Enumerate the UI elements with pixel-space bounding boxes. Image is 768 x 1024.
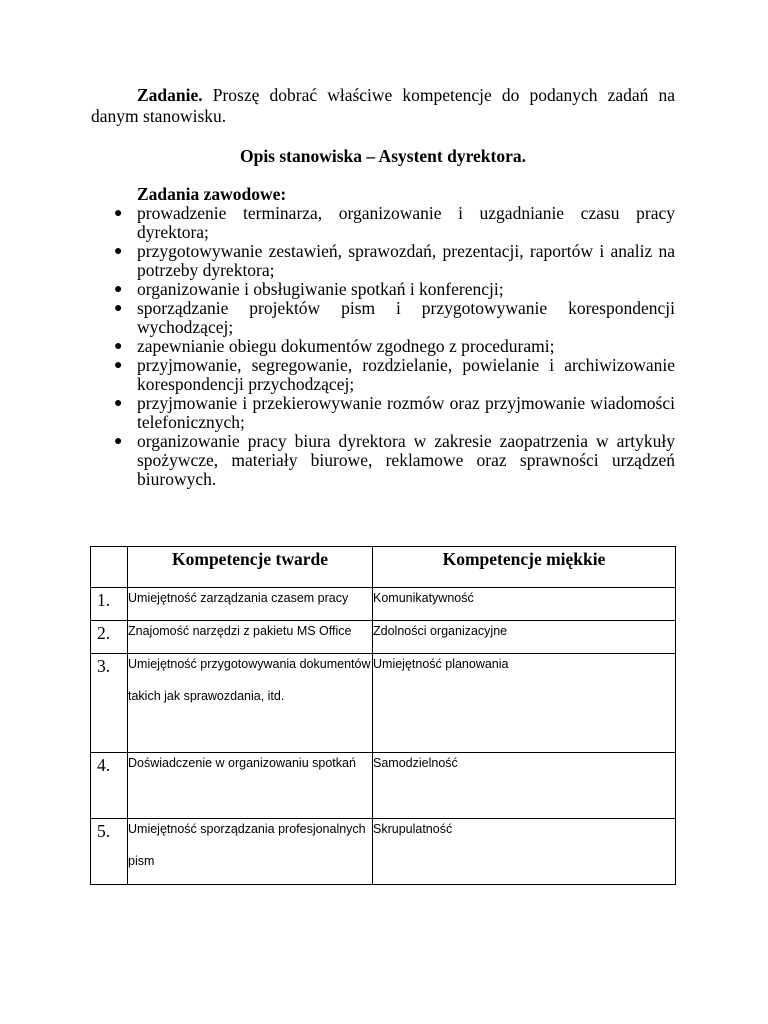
task-label: Zadanie. xyxy=(137,85,203,105)
position-heading: Opis stanowiska – Asystent dyrektora. xyxy=(239,146,527,166)
list-item xyxy=(114,203,675,242)
tasks-title: Zadania zawodowe: xyxy=(137,184,287,204)
hard-skill-text: Doświadczenie w organizowaniu spotkań xyxy=(128,756,356,770)
task-text: przygotowywanie zestawień, sprawozdań, prezentacji, raportów i analiz na potrzeby dyrektora; xyxy=(137,241,675,280)
task-text: prowadzenie terminarza, organizowanie i uzgadnianie czasu pracy dyrektora; xyxy=(137,203,675,242)
list-item xyxy=(114,355,675,394)
header-hard-skills: Kompetencje twarde xyxy=(128,547,373,588)
soft-skill-text: Skrupulatność xyxy=(373,822,453,836)
row-number: 1. xyxy=(91,588,128,621)
task-text: przyjmowanie, segregowanie, rozdzielanie, powielanie i archiwizowanie korespondencji przychodzącej; xyxy=(137,355,675,394)
bullet-icon: ● xyxy=(114,282,123,297)
row-number: 2. xyxy=(91,621,128,654)
row-number: 5. xyxy=(91,819,128,885)
bullet-icon: ● xyxy=(114,434,123,449)
table-row xyxy=(91,654,676,753)
hard-skill-cell xyxy=(128,753,373,819)
task-text: przyjmowanie i przekierowywanie rozmów oraz przyjmowanie wiadomości telefonicznych; xyxy=(137,393,675,432)
tasks-list xyxy=(114,203,675,489)
task-text: Proszę dobrać właściwe kompetencje do podanych zadań na danym stanowisku. xyxy=(91,85,675,126)
task-text: sporządzanie projektów pism i przygotowywanie korespondencji wychodzącej; xyxy=(137,298,675,337)
task-instruction xyxy=(91,85,675,127)
hard-skill-text: Umiejętność sporządzania profesjonalnych pism xyxy=(128,822,366,868)
table-row xyxy=(91,753,676,819)
bullet-icon: ● xyxy=(114,301,123,316)
bullet-icon: ● xyxy=(114,396,123,411)
hard-skill-text: Umiejętność przygotowywania dokumentów takich jak sprawozdania, itd. xyxy=(128,657,371,703)
competencies-table xyxy=(90,546,676,885)
list-item xyxy=(114,393,675,432)
list-item xyxy=(114,431,675,489)
soft-skill-cell xyxy=(373,819,676,885)
bullet-icon: ● xyxy=(114,206,123,221)
hard-skill-cell xyxy=(128,654,373,753)
hard-skill-cell xyxy=(128,819,373,885)
task-text: organizowanie pracy biura dyrektora w zakresie zaopatrzenia w artykuły spożywcze, materiały biurowe, reklamowe oraz sprawności urządzeń biurowych. xyxy=(137,431,675,489)
row-number: 4. xyxy=(91,753,128,819)
hard-skill-text: Znajomość narzędzi z pakietu MS Office xyxy=(128,624,352,638)
list-item xyxy=(114,298,675,337)
hard-skill-text: Umiejętność zarządzania czasem pracy xyxy=(128,591,349,605)
list-item xyxy=(114,279,675,299)
header-empty-cell xyxy=(91,547,128,588)
header-soft-skills: Kompetencje miękkie xyxy=(373,547,676,588)
soft-skill-text: Zdolności organizacyjne xyxy=(373,624,508,638)
bullet-icon: ● xyxy=(114,244,123,259)
soft-skill-text: Samodzielność xyxy=(373,756,458,770)
bullet-icon: ● xyxy=(114,358,123,373)
bullet-icon: ● xyxy=(114,339,123,354)
row-number: 3. xyxy=(91,654,128,753)
soft-skill-text: Komunikatywność xyxy=(373,591,474,605)
task-text: zapewnianie obiegu dokumentów zgodnego z procedurami; xyxy=(137,336,555,356)
list-item xyxy=(114,241,675,280)
table-row xyxy=(91,819,676,885)
soft-skill-cell xyxy=(373,753,676,819)
soft-skill-text: Umiejętność planowania xyxy=(373,657,509,671)
soft-skill-cell xyxy=(373,654,676,753)
list-item xyxy=(114,336,675,356)
task-text: organizowanie i obsługiwanie spotkań i konferencji; xyxy=(137,279,504,299)
